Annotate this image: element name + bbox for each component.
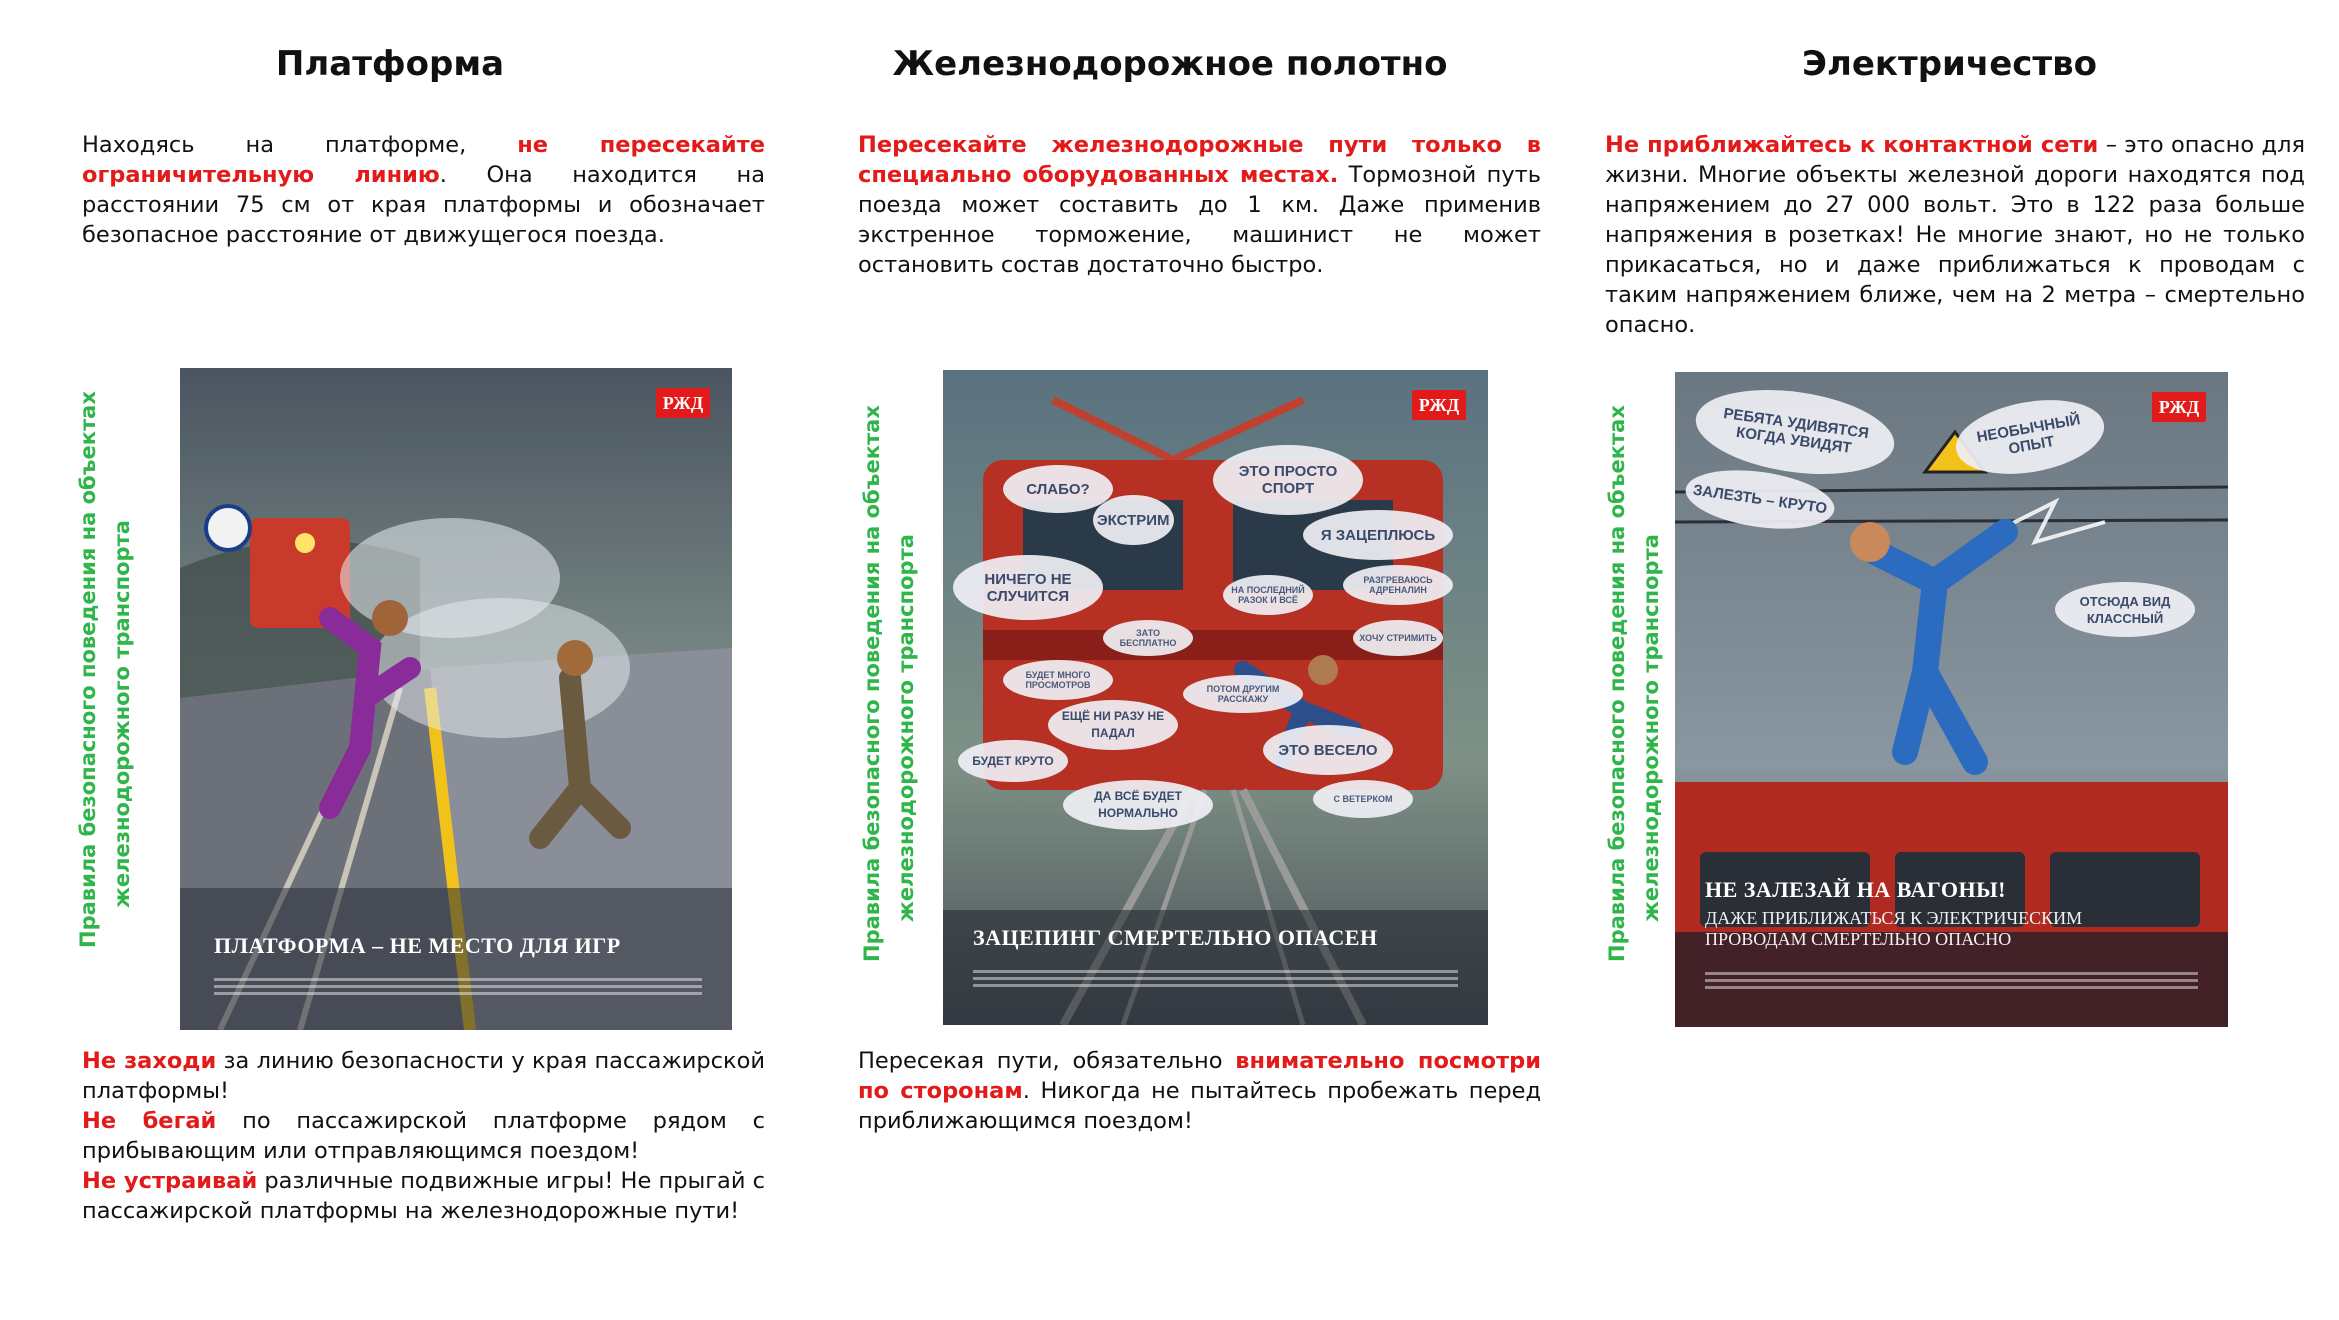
- text-span: Пересекая пути, обязательно: [858, 1048, 1236, 1074]
- thought-cloud: ЭКСТРИМ: [1093, 495, 1174, 545]
- highlight-span: не пересекайте ограничительную линию: [82, 132, 765, 188]
- text-span: Тормозной путь поезда может составить до 1 км. Даже применив экстренное торможение, машинист не может остановить состав достаточно быстро.: [858, 162, 1541, 278]
- section-heading: Железнодорожное полотно: [892, 44, 1448, 84]
- column-electricity: [1560, 0, 2339, 1320]
- highlight-span: Не заходи: [82, 1048, 217, 1074]
- rules-text: [82, 1046, 765, 1226]
- poster-electricity: [1675, 372, 2228, 1027]
- highlight-span: Пересекайте железнодорожные пути только в специально оборудованных местах.: [858, 132, 1541, 188]
- thought-cloud: ДА ВСЁ БУДЕТ НОРМАЛЬНО: [1063, 780, 1213, 830]
- thought-cloud: ЕЩЁ НИ РАЗУ НЕ ПАДАЛ: [1048, 700, 1178, 750]
- vertical-caption: [70, 368, 160, 948]
- poster-illustration: [180, 368, 732, 1030]
- highlight-span: Не приближайтесь к контактной сети: [1605, 132, 2099, 158]
- highlight-span: Не бегай: [82, 1108, 217, 1134]
- thought-cloud: РАЗГРЕВАЮСЬ АДРЕНАЛИН: [1343, 565, 1453, 605]
- poster-fine-print: [1705, 972, 2198, 994]
- thought-cloud: ЭТО ВЕСЕЛО: [1263, 725, 1393, 775]
- thought-cloud: РЕБЯТА УДИВЯТСЯ КОГДА УВИДЯТ: [1690, 378, 1899, 485]
- intro-text: [82, 130, 765, 250]
- thought-cloud: НИЧЕГО НЕ СЛУЧИТСЯ: [953, 555, 1103, 620]
- poster-train-surfing: [943, 370, 1488, 1025]
- poster-title: ЗАЦЕПИНГ СМЕРТЕЛЬНО ОПАСЕН: [973, 925, 1378, 950]
- thought-cloud: С ВЕТЕРКОМ: [1313, 780, 1413, 818]
- intro-text: [1605, 130, 2305, 340]
- vertical-caption-line-1: Правила безопасного поведения на объектах: [860, 405, 884, 962]
- text-span: Находясь на платформе,: [82, 132, 518, 158]
- rzd-logo: РЖД: [1412, 390, 1466, 420]
- text-span: за линию безопасности у края пассажирской платформы!: [82, 1048, 765, 1104]
- thought-cloud: НЕОБЫЧНЫЙ ОПЫТ: [1950, 390, 2110, 485]
- intro-text: [858, 130, 1541, 280]
- text-span: . Никогда не пытайтесь пробежать перед приближающимся поездом!: [858, 1078, 1541, 1134]
- thought-cloud: БУДЕТ КРУТО: [958, 740, 1068, 782]
- vertical-caption-line-2: железнодорожного транспорта: [1639, 534, 1663, 922]
- poster-fine-print: [973, 970, 1458, 992]
- vertical-caption-line-2: железнодорожного транспорта: [110, 520, 134, 908]
- thought-cloud: ПОТОМ ДРУГИМ РАССКАЖУ: [1183, 675, 1303, 713]
- thought-cloud: ОТСЮДА ВИД КЛАССНЫЙ: [2055, 582, 2195, 637]
- rzd-logo: РЖД: [656, 388, 710, 418]
- text-span: . Она находится на расстоянии 75 см от края платформы и обозначает безопасное расстояние от движущегося поезда.: [82, 162, 765, 248]
- poster-platform: [180, 368, 732, 1030]
- thought-cloud: Я ЗАЦЕПЛЮСЬ: [1303, 510, 1453, 560]
- thought-cloud: НА ПОСЛЕДНИЙ РАЗОК И ВСЁ: [1223, 575, 1313, 615]
- poster-fine-print: [214, 978, 702, 1000]
- thought-cloud: ЗАЛЕЗТЬ – КРУТО: [1682, 462, 1838, 537]
- vertical-caption-line-1: Правила безопасного поведения на объектах: [76, 391, 100, 948]
- thought-cloud: ЗАТО БЕСПЛАТНО: [1103, 620, 1193, 656]
- highlight-span: внимательно посмотри по сторонам: [858, 1048, 1542, 1104]
- section-heading: Платформа: [275, 44, 505, 84]
- vertical-caption-line-2: железнодорожного транспорта: [894, 534, 918, 922]
- column-railway-track: [780, 0, 1560, 1320]
- thought-cloud: БУДЕТ МНОГО ПРОСМОТРОВ: [1003, 660, 1113, 700]
- rules-text: [858, 1046, 1541, 1136]
- highlight-span: Не устраивай: [82, 1168, 258, 1194]
- thought-cloud: СЛАБО?: [1003, 465, 1113, 513]
- rzd-logo: РЖД: [2152, 392, 2206, 422]
- poster-title: НЕ ЗАЛЕЗАЙ НА ВАГОНЫ!: [1705, 877, 2007, 902]
- thought-cloud: ХОЧУ СТРИМИТЬ: [1353, 620, 1443, 656]
- column-platform: [0, 0, 780, 1320]
- poster-title: ПЛАТФОРМА – НЕ МЕСТО ДЛЯ ИГР: [214, 933, 621, 958]
- poster-subtitle: ДАЖЕ ПРИБЛИЖАТЬСЯ К ЭЛЕКТРИЧЕСКИМ ПРОВОДАМ СМЕРТЕЛЬНО ОПАСНО: [1705, 908, 2083, 949]
- text-span: – это опасно для жизни. Многие объекты железной дороги находятся под напряжением до 27 000 вольт. Это в 122 раза больше напряжения в розетках! Не многие знают, но не только прикасаться, но и даже приближаться к проводам с таким напряжением ближе, чем на 2 метра – смертельно опасно.: [1605, 132, 2305, 338]
- vertical-caption: [850, 372, 940, 962]
- vertical-caption: [1595, 372, 1685, 962]
- thought-cloud: ЭТО ПРОСТО СПОРТ: [1213, 445, 1363, 515]
- text-span: по пассажирской платформе рядом с прибывающим или отправляющимся поездом!: [82, 1108, 765, 1164]
- section-heading: Электричество: [1802, 44, 2097, 84]
- text-span: различные подвижные игры! Не прыгай с пассажирской платформы на железнодорожные пути!: [82, 1168, 766, 1224]
- vertical-caption-line-1: Правила безопасного поведения на объектах: [1605, 405, 1629, 962]
